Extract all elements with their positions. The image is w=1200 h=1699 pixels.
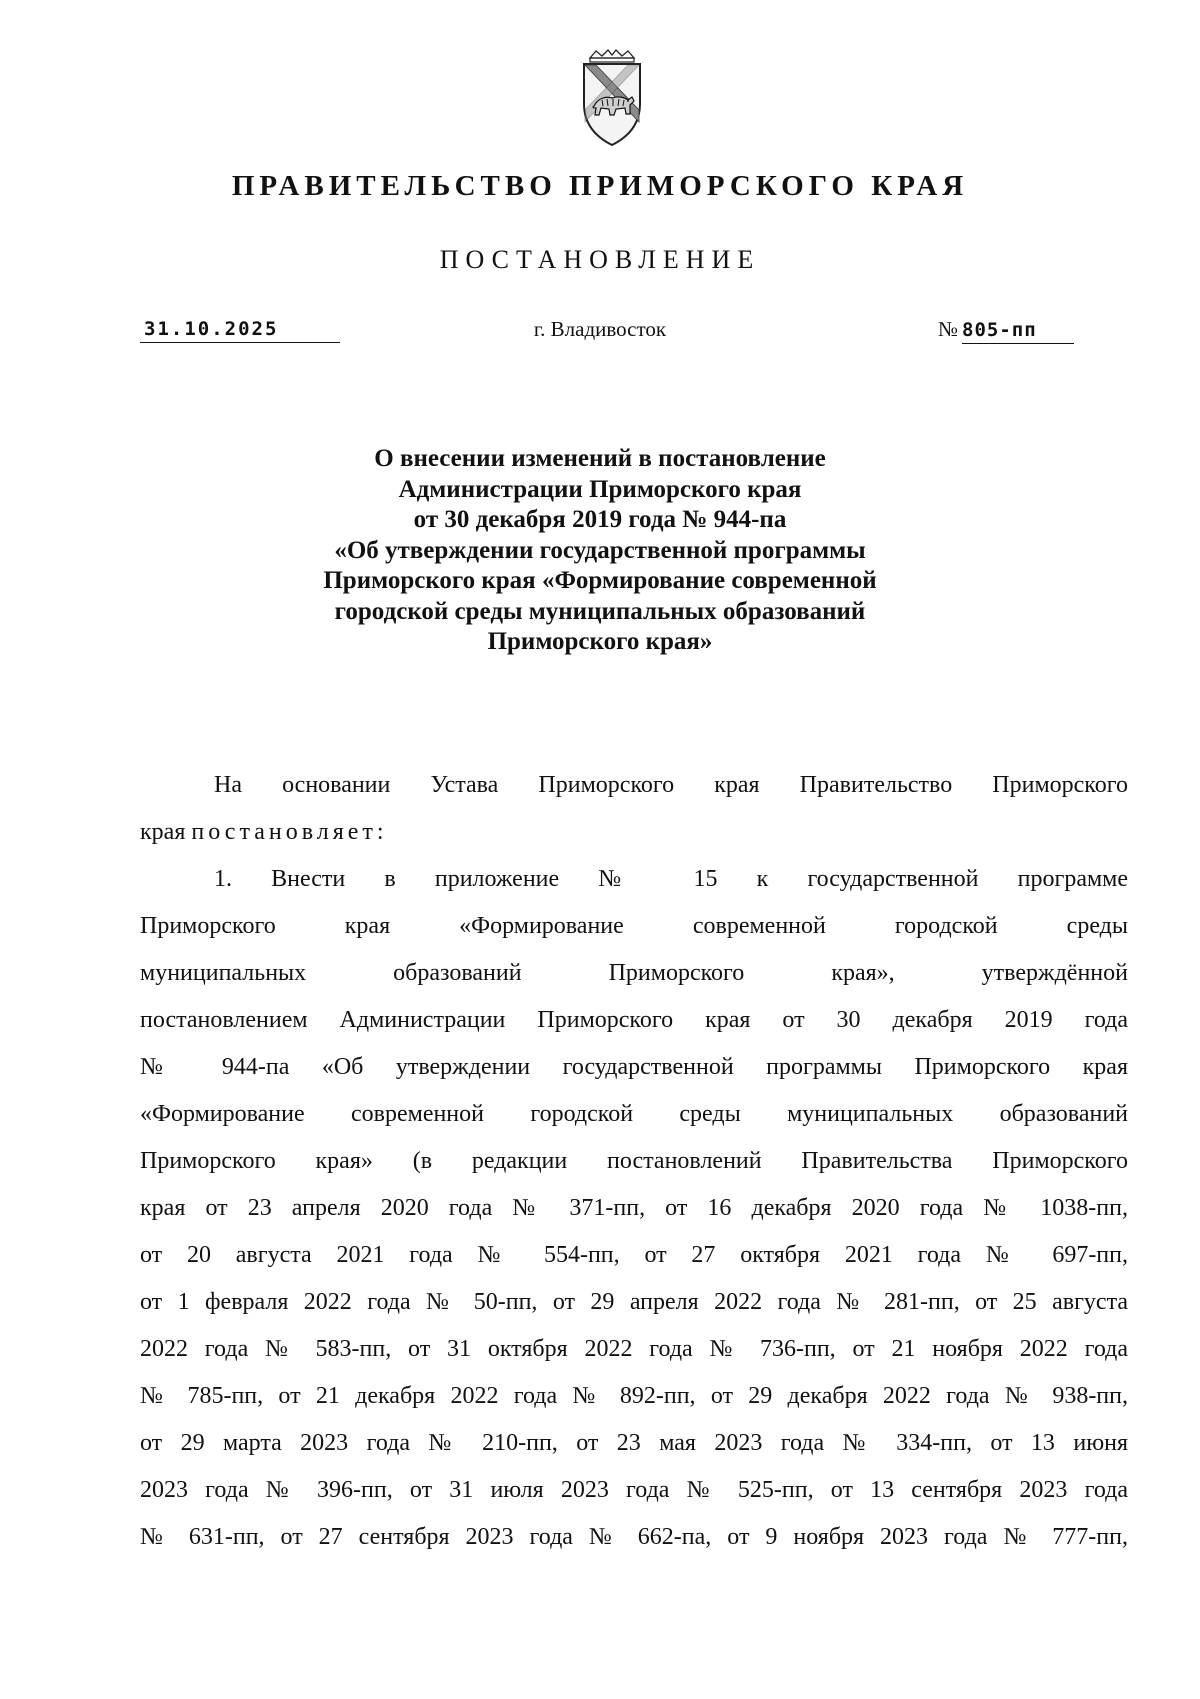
document-city: г. Владивосток [533,317,667,341]
body-line: «Формирование современной городской среды муниципальных образований [140,1101,1128,1127]
document-date: 31.10.2025 [140,316,340,343]
number-prefix: № [938,317,959,341]
body-line: 1. Внести в приложение № 15 к государственной программе [214,866,1128,892]
document-subject [220,444,980,658]
body-line: № 631-пп, от 27 сентября 2023 года № 662-па, от 9 ноября 2023 года № 777-пп, [140,1524,1128,1550]
org-title: ПРАВИТЕЛЬСТВО ПРИМОРСКОГО КРАЯ [231,170,969,202]
body-line [140,809,1128,856]
body-line: постановлением Администрации Приморского края от 30 декабря 2019 года [140,1007,1128,1033]
subject-line: городской среды муниципальных образований [334,597,866,625]
subject-line: от 30 декабря 2019 года № 944-па [413,506,787,533]
body-line: № 785-пп, от 21 декабря 2022 года № 892-пп, от 29 декабря 2022 года № 938-пп, [140,1383,1128,1409]
body-line: муниципальных образований Приморского края», утверждённой [140,960,1128,986]
body-line: Приморского края» (в редакции постановлений Правительства Приморского [140,1148,1128,1174]
number-value: 805-пп [962,317,1074,344]
document-body [140,762,1128,1561]
body-line: от 29 марта 2023 года № 210-пп, от 23 мая 2023 года № 334-пп, от 13 июня [140,1430,1128,1456]
subject-line: Приморского края» [487,628,713,655]
body-line: Приморского края «Формирование современной городской среды [140,913,1128,939]
body-line: от 1 февраля 2022 года № 50-пп, от 29 апреля 2022 года № 281-пп, от 25 августа [140,1289,1128,1315]
primorye-coat-of-arms-icon [576,48,648,148]
body-line: 2022 года № 583-пп, от 31 октября 2022 года № 736-пп, от 21 ноября 2022 года [140,1336,1128,1362]
subject-line: Приморского края «Формирование современной [323,567,877,594]
subject-line: Администрации Приморского края [398,475,802,503]
subject-line: О внесении изменений в постановление [374,445,826,472]
body-line: от 20 августа 2021 года № 554-пп, от 27 октября 2021 года № 697-пп, [140,1242,1128,1268]
subject-line: «Об утверждении государственной программы [334,536,866,564]
body-word: края [140,819,186,845]
body-emphasis: постановляет: [191,819,388,845]
body-line: На основании Устава Приморского края Правительство Приморского [214,772,1128,798]
body-line: края от 23 апреля 2020 года № 371-пп, от 16 декабря 2020 года № 1038-пп, [140,1195,1128,1221]
body-line: № 944-па «Об утверждении государственной программы Приморского края [140,1054,1128,1080]
body-line: 2023 года № 396-пп, от 31 июля 2023 года № 525-пп, от 13 сентября 2023 года [140,1477,1128,1503]
document-type: ПОСТАНОВЛЕНИЕ [439,245,761,274]
document-number [938,316,1074,344]
